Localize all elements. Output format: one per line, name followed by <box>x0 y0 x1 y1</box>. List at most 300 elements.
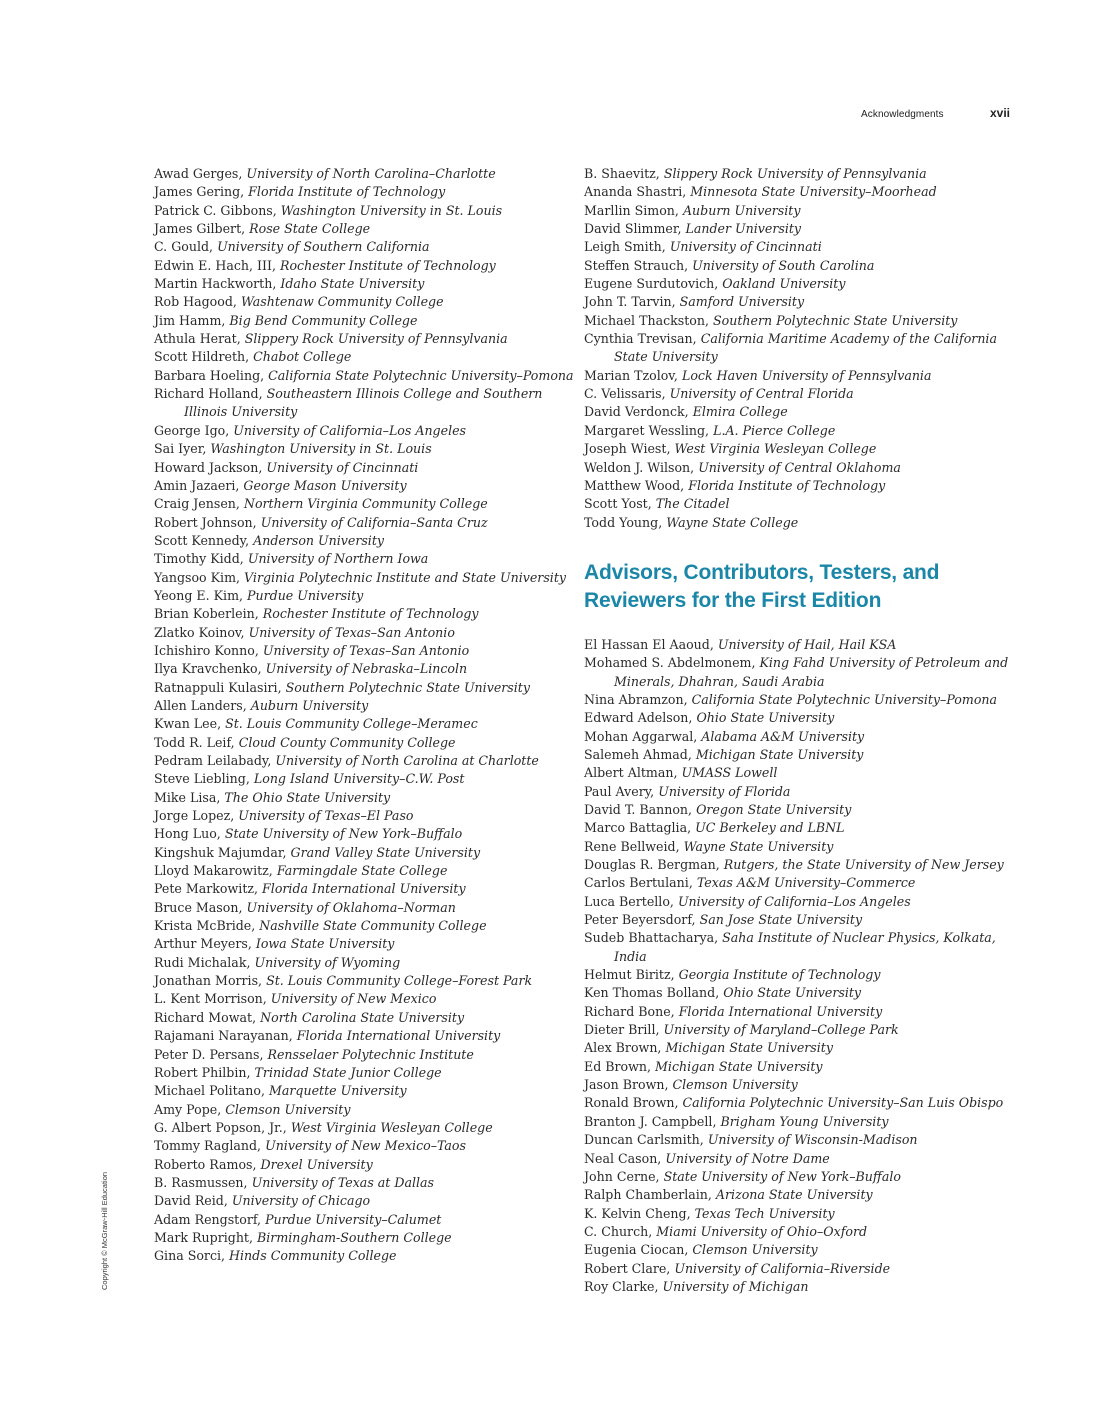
reviewer-affiliation: Slippery Rock University of Pennsylvania <box>244 331 508 347</box>
reviewer-name: Awad Gerges, <box>154 166 243 181</box>
list-item <box>154 825 574 843</box>
reviewer-affiliation: West Virginia Wesleyan College <box>290 1119 493 1135</box>
list-item <box>154 1174 574 1192</box>
list-item <box>154 165 574 183</box>
reviewer-affiliation: University of Notre Dame <box>665 1150 830 1166</box>
reviewer-name: Timothy Kidd, <box>154 551 244 567</box>
reviewer-name: Krista McBride, <box>154 918 256 934</box>
reviewer-affiliation: Elmira College <box>692 404 788 420</box>
reviewer-name: John T. Tarvin, <box>584 294 676 310</box>
reviewer-affiliation: Cloud County Community College <box>238 734 456 750</box>
reviewer-affiliation: Florida Institute of Technology <box>688 477 886 493</box>
reviewer-affiliation: Miami University of Ohio–Oxford <box>656 1223 868 1239</box>
reviewer-name: Rudi Michalak, <box>154 954 251 970</box>
reviewer-name: Ratnappuli Kulasiri, <box>154 679 282 695</box>
reviewer-affiliation: California State Polytechnic University–Pomona <box>268 367 574 383</box>
reviewer-affiliation: Michigan State University <box>655 1058 823 1074</box>
reviewer-affiliation: Lander University <box>685 221 802 237</box>
reviewer-name: Martin Hackworth, <box>154 276 277 292</box>
reviewer-affiliation: State University of New York–Buffalo <box>224 826 463 842</box>
reviewer-name: Salemeh Ahmad, <box>584 746 692 762</box>
reviewer-name: Richard Holland, <box>154 386 263 402</box>
reviewer-affiliation: Texas Tech University <box>694 1205 835 1221</box>
reviewer-affiliation: Rochester Institute of Technology <box>262 606 479 622</box>
list-item <box>154 935 574 953</box>
reviewer-name: Sai Iyer, <box>154 441 207 457</box>
list-item <box>584 1186 1014 1204</box>
list-item <box>154 880 574 898</box>
list-item <box>154 293 574 311</box>
reviewer-name: Steve Liebling, <box>154 771 250 787</box>
list-item <box>154 495 574 513</box>
reviewer-affiliation: University of Texas–San Antonio <box>262 642 470 658</box>
reviewer-name: Roberto Ramos, <box>154 1156 257 1172</box>
reviewer-name: Dieter Brill, <box>584 1022 660 1038</box>
reviewer-affiliation: Texas A&M University–Commerce <box>696 875 916 891</box>
reviewer-affiliation: University of Cincinnati <box>669 239 822 255</box>
reviewer-name: Zlatko Koinov, <box>154 624 245 640</box>
reviewer-name: B. Rasmussen, <box>154 1174 248 1190</box>
reviewer-name: Scott Hildreth, <box>154 349 250 365</box>
reviewer-affiliation: University of Florida <box>658 783 791 799</box>
reviewer-affiliation: Washington University in St. Louis <box>210 441 432 457</box>
reviewer-name: Robert Clare, <box>584 1260 671 1276</box>
reviewer-name: Alex Brown, <box>584 1040 662 1056</box>
reviewer-affiliation: Oregon State University <box>696 801 852 817</box>
reviewer-name: Lloyd Makarowitz, <box>154 863 273 879</box>
list-item <box>584 856 1014 874</box>
reviewer-affiliation: University of Wisconsin-Madison <box>707 1132 918 1148</box>
list-item <box>154 385 574 422</box>
list-item <box>154 917 574 935</box>
list-item <box>584 1039 1014 1057</box>
reviewer-affiliation: University of California–Los Angeles <box>233 422 467 438</box>
list-item <box>154 1229 574 1247</box>
list-item <box>584 746 1014 764</box>
reviewer-affiliation: Marquette University <box>268 1083 407 1099</box>
list-item <box>584 838 1014 856</box>
reviewer-name: K. Kelvin Cheng, <box>584 1205 691 1221</box>
running-head-title: Acknowledgments <box>861 109 944 120</box>
reviewer-name: James Gering, <box>154 184 245 200</box>
reviewer-affiliation: Auburn University <box>250 697 369 713</box>
reviewer-name: Branton J. Campbell, <box>584 1113 717 1129</box>
list-item <box>584 1058 1014 1076</box>
reviewer-name: Ichishiro Konno, <box>154 642 259 658</box>
list-item <box>584 1223 1014 1241</box>
list-item <box>154 899 574 917</box>
reviewer-affiliation: University of Northern Iowa <box>247 551 429 567</box>
list-item <box>584 654 1014 691</box>
reviewer-affiliation: University of California–Los Angeles <box>677 893 911 909</box>
list-item <box>154 587 574 605</box>
list-item <box>584 1076 1014 1094</box>
reviewer-name: Kwan Lee, <box>154 716 222 732</box>
list-item <box>154 422 574 440</box>
list-item <box>154 220 574 238</box>
reviewer-name: Rajamani Narayanan, <box>154 1028 293 1044</box>
list-item <box>154 477 574 495</box>
list-item <box>154 330 574 348</box>
reviewer-name: C. Velissaris, <box>584 386 666 402</box>
list-item <box>584 257 1014 275</box>
list-item <box>154 1192 574 1210</box>
reviewer-name: El Hassan El Aaoud, <box>584 636 714 652</box>
list-item <box>584 1205 1014 1223</box>
reviewer-name: Edwin E. Hach, III, <box>154 257 276 273</box>
reviewer-affiliation: Clemson University <box>225 1101 351 1117</box>
reviewer-name: Edward Adelson, <box>584 710 693 726</box>
reviewer-affiliation: St. Louis Community College–Forest Park <box>266 973 533 989</box>
reviewer-list-first-edition <box>584 636 1014 1296</box>
reviewer-affiliation: Michigan State University <box>695 746 864 762</box>
reviewer-name: David Verdonck, <box>584 404 689 420</box>
reviewer-name: Ronald Brown, <box>584 1095 679 1111</box>
list-item <box>154 752 574 770</box>
reviewer-name: Carlos Bertulani, <box>584 875 693 891</box>
list-item <box>154 807 574 825</box>
reviewer-name: Todd R. Leif, <box>154 734 235 750</box>
reviewer-name: Ken Thomas Bolland, <box>584 985 720 1001</box>
reviewer-affiliation: San Jose State University <box>699 912 863 928</box>
list-item <box>154 715 574 733</box>
list-item <box>584 1260 1014 1278</box>
reviewer-name: Kingshuk Majumdar, <box>154 844 287 860</box>
list-item <box>584 312 1014 330</box>
reviewer-affiliation: Wayne State College <box>666 514 799 530</box>
reviewer-affiliation: Anderson University <box>253 532 385 548</box>
reviewer-name: Patrick C. Gibbons, <box>154 202 277 218</box>
list-item <box>154 1137 574 1155</box>
list-item <box>584 764 1014 782</box>
reviewer-name: Hong Luo, <box>154 826 221 842</box>
list-item <box>584 422 1014 440</box>
reviewer-name: Nina Abramzon, <box>584 691 688 707</box>
reviewer-name: Ed Brown, <box>584 1058 652 1074</box>
reviewer-name: Marco Battaglia, <box>584 820 692 836</box>
list-item <box>154 642 574 660</box>
reviewer-affiliation: Virginia Polytechnic Institute and State University <box>244 569 566 585</box>
list-item <box>154 312 574 330</box>
list-item <box>154 844 574 862</box>
list-item <box>584 459 1014 477</box>
reviewer-affiliation: Trinidad State Junior College <box>254 1064 442 1080</box>
reviewer-name: Duncan Carlsmith, <box>584 1132 704 1148</box>
reviewer-name: Arthur Meyers, <box>154 936 252 952</box>
list-item <box>584 691 1014 709</box>
reviewer-name: Yeong E. Kim, <box>154 587 244 603</box>
reviewer-name: Gina Sorci, <box>154 1248 226 1264</box>
reviewer-name: Cynthia Trevisan, <box>584 331 697 347</box>
reviewer-affiliation: Southeastern Illinois College and Southern Illinois University <box>184 386 543 420</box>
reviewer-affiliation: Long Island University–C.W. Post <box>253 771 465 787</box>
list-item <box>154 348 574 366</box>
reviewer-name: Weldon J. Wilson, <box>584 459 695 475</box>
reviewer-affiliation: Slippery Rock University of Pennsylvania <box>663 166 927 181</box>
list-item <box>154 550 574 568</box>
list-item <box>584 911 1014 929</box>
reviewer-affiliation: Washington University in St. Louis <box>280 202 503 218</box>
reviewer-affiliation: Big Bend Community College <box>229 312 418 328</box>
reviewer-name: Jim Hamm, <box>154 312 226 328</box>
list-item <box>584 202 1014 220</box>
reviewer-name: Athula Herat, <box>154 331 241 347</box>
reviewer-name: Amy Pope, <box>154 1101 222 1117</box>
reviewer-affiliation: Hinds Community College <box>229 1248 397 1264</box>
list-item <box>154 459 574 477</box>
reviewer-name: Marllin Simon, <box>584 202 679 218</box>
list-item <box>154 238 574 256</box>
list-item <box>154 734 574 752</box>
reviewer-name: Luca Bertello, <box>584 893 674 909</box>
reviewer-name: Allen Landers, <box>154 697 247 713</box>
reviewer-name: Ralph Chamberlain, <box>584 1187 712 1203</box>
reviewer-affiliation: Georgia Institute of Technology <box>678 967 881 983</box>
list-item <box>154 789 574 807</box>
reviewer-affiliation: Ohio State University <box>723 985 862 1001</box>
reviewer-affiliation: University of Texas at Dallas <box>251 1174 434 1190</box>
reviewer-affiliation: Farmingdale State College <box>276 863 448 879</box>
reviewer-name: Pedram Leilabady, <box>154 753 272 768</box>
list-item <box>154 1247 574 1265</box>
list-item <box>584 819 1014 837</box>
reviewer-affiliation: Clemson University <box>672 1077 798 1093</box>
reviewer-affiliation: University of Central Florida <box>669 386 854 402</box>
reviewer-name: C. Church, <box>584 1223 653 1239</box>
list-item <box>584 385 1014 403</box>
list-item <box>154 679 574 697</box>
reviewer-affiliation: State University of New York–Buffalo <box>663 1168 901 1184</box>
list-item <box>584 783 1014 801</box>
list-item <box>154 624 574 642</box>
reviewer-name: Mike Lisa, <box>154 789 221 805</box>
reviewer-affiliation: Minnesota State University–Moorhead <box>690 184 937 200</box>
reviewer-affiliation: Ohio State University <box>696 710 835 726</box>
reviewer-affiliation: West Virginia Wesleyan College <box>674 441 877 457</box>
list-item <box>154 440 574 458</box>
reviewer-name: Todd Young, <box>584 514 663 530</box>
reviewer-affiliation: L.A. Pierce College <box>713 422 836 438</box>
list-item <box>584 183 1014 201</box>
page-number: xvii <box>990 106 1011 120</box>
list-item <box>154 1101 574 1119</box>
list-item <box>584 330 1014 367</box>
reviewer-name: Richard Mowat, <box>154 1009 257 1025</box>
list-item <box>154 532 574 550</box>
reviewer-name: Yangsoo Kim, <box>154 569 241 585</box>
list-item <box>584 514 1014 532</box>
list-item <box>584 1150 1014 1168</box>
reviewer-affiliation: University of North Carolina–Charlotte <box>246 166 496 181</box>
reviewer-name: Richard Bone, <box>584 1003 675 1019</box>
reviewer-affiliation: University of North Carolina at Charlotte <box>275 753 539 768</box>
list-item <box>584 220 1014 238</box>
reviewer-name: Pete Markowitz, <box>154 881 259 897</box>
reviewer-name: Leigh Smith, <box>584 239 666 255</box>
reviewer-affiliation: University of South Carolina <box>692 257 875 273</box>
reviewer-name: Jonathan Morris, <box>154 973 263 989</box>
reviewer-affiliation: University of New Mexico–Taos <box>265 1138 466 1154</box>
reviewer-affiliation: Michigan State University <box>665 1040 833 1056</box>
section-heading: Advisors, Contributors, Testers, and Reviewers for the First Edition <box>584 560 940 612</box>
reviewer-affiliation: Arizona State University <box>715 1187 873 1203</box>
reviewer-affiliation: Oakland University <box>722 276 846 292</box>
list-item <box>154 1119 574 1137</box>
list-item <box>154 1027 574 1045</box>
reviewer-name: Ananda Shastri, <box>584 184 687 200</box>
list-item <box>584 801 1014 819</box>
reviewer-affiliation: University of California–Riverside <box>674 1260 891 1276</box>
list-item <box>584 275 1014 293</box>
reviewer-name: Jason Brown, <box>584 1077 669 1093</box>
reviewer-affiliation: Purdue University–Calumet <box>265 1211 442 1227</box>
list-item <box>584 874 1014 892</box>
reviewer-name: Ilya Kravchenko, <box>154 661 262 677</box>
reviewer-name: Howard Jackson, <box>154 459 263 475</box>
list-item <box>154 569 574 587</box>
list-item <box>584 293 1014 311</box>
reviewer-affiliation: Iowa State University <box>255 936 395 952</box>
reviewer-affiliation: University of Maryland–College Park <box>663 1022 899 1038</box>
list-item <box>584 929 1014 966</box>
reviewer-name: Jorge Lopez, <box>154 808 235 824</box>
reviewer-affiliation: California Maritime Academy of the California State University <box>614 331 997 365</box>
reviewer-name: Eugene Surdutovich, <box>584 276 719 292</box>
reviewer-affiliation: Idaho State University <box>280 276 425 292</box>
list-item <box>154 954 574 972</box>
reviewer-name: Robert Philbin, <box>154 1064 251 1080</box>
reviewer-name: Mohamed S. Abdelmonem, <box>584 655 756 671</box>
list-item <box>154 1211 574 1229</box>
reviewer-name: Marian Tzolov, <box>584 367 678 383</box>
reviewer-affiliation: Florida International University <box>262 881 466 897</box>
reviewer-name: Matthew Wood, <box>584 477 685 493</box>
list-item <box>154 862 574 880</box>
reviewer-affiliation: University of California–Santa Cruz <box>260 514 488 530</box>
reviewer-name: Amin Jazaeri, <box>154 477 240 493</box>
list-item <box>584 728 1014 746</box>
reviewer-affiliation: UMASS Lowell <box>681 765 778 781</box>
reviewer-affiliation: George Mason University <box>243 477 407 493</box>
reviewer-name: Peter Beyersdorf, <box>584 912 696 928</box>
reviewer-name: Adam Rengstorf, <box>154 1211 262 1227</box>
reviewer-name: Scott Yost, <box>584 496 652 512</box>
list-item <box>154 367 574 385</box>
left-column <box>154 165 574 1266</box>
reviewer-affiliation: Rochester Institute of Technology <box>279 257 496 273</box>
list-item <box>154 660 574 678</box>
list-item <box>584 1278 1014 1296</box>
reviewer-list-continued <box>584 165 1014 532</box>
reviewer-affiliation: Rensselaer Polytechnic Institute <box>267 1046 474 1062</box>
reviewer-affiliation: Washtenaw Community College <box>240 294 444 310</box>
reviewer-name: Michael Politano, <box>154 1083 265 1099</box>
reviewer-affiliation: Nashville State Community College <box>259 918 487 934</box>
reviewer-name: Scott Kennedy, <box>154 532 250 548</box>
reviewer-affiliation: Saha Institute of Nuclear Physics, Kolkata, India <box>614 930 996 964</box>
list-item <box>584 1131 1014 1149</box>
reviewer-name: Margaret Wessling, <box>584 422 710 438</box>
right-column <box>584 165 1014 1296</box>
reviewer-name: Barbara Hoeling, <box>154 367 265 383</box>
reviewer-name: Peter D. Persans, <box>154 1046 264 1062</box>
reviewer-affiliation: Northern Virginia Community College <box>243 496 488 512</box>
reviewer-affiliation: The Citadel <box>655 496 730 512</box>
reviewer-affiliation: Southern Polytechnic State University <box>285 679 530 695</box>
list-item <box>154 770 574 788</box>
reviewer-name: Roy Clarke, <box>584 1278 659 1294</box>
reviewer-affiliation: Florida International University <box>678 1003 883 1019</box>
reviewer-name: L. Kent Morrison, <box>154 991 267 1007</box>
reviewer-affiliation: Rutgers, the State University of New Jersey <box>723 857 1004 872</box>
list-item <box>584 709 1014 727</box>
reviewer-affiliation: North Carolina State University <box>260 1009 465 1025</box>
list-item <box>584 367 1014 385</box>
list-item <box>154 1064 574 1082</box>
list-item <box>584 1094 1014 1112</box>
list-item <box>584 477 1014 495</box>
list-item <box>584 495 1014 513</box>
reviewer-name: Robert Johnson, <box>154 514 257 530</box>
list-item <box>154 257 574 275</box>
list-item <box>584 1241 1014 1259</box>
reviewer-name: Sudeb Bhattacharya, <box>584 930 719 946</box>
reviewer-affiliation: Samford University <box>679 294 805 310</box>
list-item <box>584 984 1014 1002</box>
reviewer-affiliation: Alabama A&M University <box>701 728 865 744</box>
reviewer-name: Eugenia Ciocan, <box>584 1242 689 1258</box>
list-item <box>584 1168 1014 1186</box>
copyright-notice: Copyright © McGraw-Hill Education <box>100 1171 109 1290</box>
reviewer-name: Craig Jensen, <box>154 496 240 512</box>
list-item <box>584 893 1014 911</box>
reviewer-affiliation: University of New Mexico <box>270 991 437 1007</box>
reviewer-affiliation: University of Hail, Hail KSA <box>717 636 897 652</box>
reviewer-affiliation: King Fahd University of Petroleum and Minerals, Dhahran, Saudi Arabia <box>614 655 1009 689</box>
reviewer-name: Albert Altman, <box>584 765 678 781</box>
list-item <box>584 238 1014 256</box>
reviewer-name: G. Albert Popson, Jr., <box>154 1119 287 1135</box>
reviewer-affiliation: Grand Valley State University <box>290 844 481 860</box>
reviewer-name: David T. Bannon, <box>584 801 693 817</box>
list-item <box>584 403 1014 421</box>
reviewer-affiliation: University of Southern California <box>217 239 430 255</box>
reviewer-affiliation: University of Nebraska–Lincoln <box>265 661 468 677</box>
reviewer-affiliation: University of Chicago <box>231 1193 371 1209</box>
list-item <box>154 183 574 201</box>
list-item <box>584 1113 1014 1131</box>
reviewer-affiliation: Florida Institute of Technology <box>248 184 446 200</box>
reviewer-affiliation: The Ohio State University <box>224 789 391 805</box>
reviewer-affiliation: Southern Polytechnic State University <box>713 312 958 328</box>
reviewer-affiliation: Drexel University <box>260 1156 373 1172</box>
list-item <box>154 1009 574 1027</box>
reviewer-name: John Cerne, <box>584 1168 660 1184</box>
list-item <box>584 966 1014 984</box>
reviewer-name: Joseph Wiest, <box>584 441 671 457</box>
list-item <box>154 972 574 990</box>
reviewer-name: Rob Hagood, <box>154 294 237 310</box>
reviewer-affiliation: Auburn University <box>682 202 801 218</box>
reviewer-affiliation: Clemson University <box>692 1242 818 1258</box>
reviewer-affiliation: Florida International University <box>296 1028 501 1044</box>
reviewer-affiliation: Rose State College <box>249 221 371 237</box>
reviewer-name: David Slimmer, <box>584 221 682 237</box>
reviewer-name: Bruce Mason, <box>154 899 243 915</box>
reviewer-affiliation: University of Oklahoma–Norman <box>246 899 456 915</box>
reviewer-affiliation: Chabot College <box>253 349 352 365</box>
reviewer-affiliation: Birmingham-Southern College <box>257 1229 452 1245</box>
